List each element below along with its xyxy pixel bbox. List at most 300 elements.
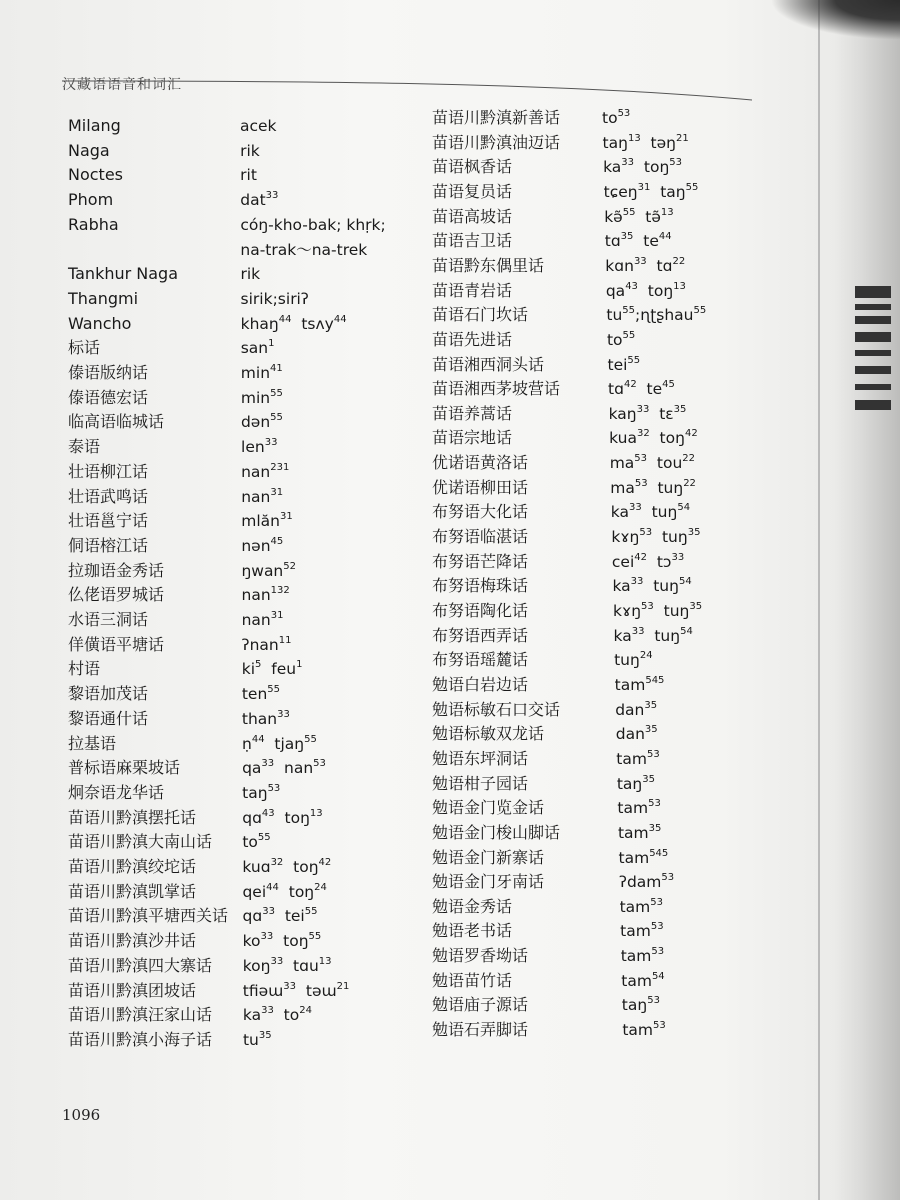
tone-superscript: 33 bbox=[277, 708, 290, 720]
tone-superscript: 33 bbox=[283, 980, 297, 992]
form-text: ki bbox=[241, 660, 256, 679]
form-text: ten bbox=[241, 685, 268, 704]
tone-superscript: 545 bbox=[649, 847, 669, 859]
language-name: 拉基语 bbox=[68, 733, 117, 753]
tone-superscript: 31 bbox=[637, 181, 651, 193]
tone-superscript: 132 bbox=[270, 585, 290, 597]
table-row bbox=[0, 229, 820, 253]
form-text: ka bbox=[242, 1006, 262, 1025]
form-text: tam bbox=[620, 922, 651, 941]
tone-superscript: 13 bbox=[673, 280, 686, 292]
word-form bbox=[615, 673, 665, 697]
word-form bbox=[620, 895, 663, 919]
tone-superscript: 52 bbox=[283, 560, 296, 572]
tone-superscript: 44 bbox=[658, 231, 672, 243]
language-name: 临高语临城话 bbox=[68, 412, 165, 432]
form-text: ma bbox=[610, 478, 635, 497]
word-form bbox=[613, 599, 702, 623]
language-name: 苗语川黔滇大南山话 bbox=[68, 832, 213, 852]
language-name: 勉语罗香坳话 bbox=[432, 946, 529, 966]
header-rule bbox=[62, 80, 752, 108]
form-text: to bbox=[602, 109, 618, 127]
language-name: 苗语黔东偶里话 bbox=[432, 255, 545, 275]
tone-superscript: 44 bbox=[251, 733, 265, 745]
language-name: 傣语版纳话 bbox=[68, 363, 149, 382]
word-form bbox=[606, 279, 686, 303]
form-text: tam bbox=[621, 971, 652, 990]
form-text: tam bbox=[618, 848, 650, 867]
word-form bbox=[610, 451, 695, 475]
language-name: 勉语柑子园话 bbox=[432, 773, 529, 793]
form-text: tu bbox=[606, 306, 623, 325]
language-name: 勉语金门梭山脚话 bbox=[432, 822, 561, 842]
language-name: 苗语川黔滇小海子话 bbox=[68, 1029, 213, 1049]
table-row bbox=[0, 772, 820, 796]
tone-superscript: 24 bbox=[299, 1005, 312, 1017]
form-text: ka bbox=[613, 626, 632, 645]
tone-superscript: 44 bbox=[266, 881, 279, 893]
word-form bbox=[610, 476, 696, 500]
form-text: na-trak～na-trek bbox=[240, 240, 368, 259]
tone-superscript: 53 bbox=[661, 872, 675, 884]
language-name: 苗语川黔滇新善话 bbox=[432, 108, 561, 127]
language-name: 标话 bbox=[68, 338, 101, 358]
word-form bbox=[617, 796, 660, 820]
word-form bbox=[616, 747, 659, 771]
form-text: min bbox=[240, 364, 271, 382]
language-name: 壮语武鸣话 bbox=[68, 486, 149, 506]
form-text: ʔnan bbox=[241, 635, 279, 654]
form-text: dat bbox=[240, 191, 266, 210]
form-text: toŋ bbox=[273, 932, 309, 951]
word-form bbox=[618, 821, 661, 845]
form-text: tɑ bbox=[646, 256, 673, 275]
tone-superscript: 53 bbox=[650, 896, 664, 908]
language-name: 布努语梅珠话 bbox=[432, 576, 529, 596]
tone-superscript: 55 bbox=[270, 412, 283, 424]
language-name: 苗语川黔滇团坡话 bbox=[68, 980, 197, 1000]
form-text: kaŋ bbox=[608, 404, 637, 423]
tone-superscript: 53 bbox=[639, 527, 653, 539]
word-form bbox=[606, 303, 706, 327]
tone-superscript: 22 bbox=[672, 255, 686, 267]
tone-superscript: 33 bbox=[264, 437, 278, 449]
tone-superscript: 54 bbox=[651, 970, 665, 982]
form-text: nan bbox=[274, 759, 314, 778]
word-form bbox=[605, 254, 685, 278]
form-text: tam bbox=[617, 799, 649, 818]
tone-superscript: 55 bbox=[622, 329, 636, 341]
language-name: 勉语白岩边话 bbox=[432, 674, 529, 694]
language-name: Phom bbox=[68, 190, 114, 210]
form-text: taŋ bbox=[242, 783, 268, 802]
tone-superscript: 33 bbox=[262, 906, 275, 918]
language-name: 苗语先进话 bbox=[432, 329, 513, 349]
language-name: 布努语芒降话 bbox=[432, 551, 529, 571]
form-text: len bbox=[241, 438, 265, 457]
table-row bbox=[0, 870, 820, 894]
form-text: tuŋ bbox=[614, 651, 640, 670]
tone-superscript: 45 bbox=[270, 535, 284, 547]
table-row bbox=[0, 279, 820, 303]
table-row bbox=[0, 402, 820, 426]
language-name: Milang bbox=[68, 116, 121, 135]
form-text: tam bbox=[616, 749, 647, 768]
language-name: Rabha bbox=[68, 214, 119, 234]
word-form bbox=[622, 1018, 665, 1042]
table-row bbox=[0, 944, 820, 968]
tone-superscript: 13 bbox=[627, 132, 641, 144]
tone-superscript: 55 bbox=[685, 181, 699, 193]
form-text: ko bbox=[242, 932, 261, 951]
form-text: tə̃ bbox=[635, 207, 661, 226]
form-text: toŋ bbox=[278, 882, 315, 901]
form-text: tfiəɯ bbox=[242, 981, 284, 1000]
form-text: toŋ bbox=[634, 158, 670, 177]
tone-superscript: 31 bbox=[270, 486, 284, 498]
form-text: rit bbox=[240, 166, 257, 185]
language-name: Wancho bbox=[68, 313, 132, 333]
tone-superscript: 42 bbox=[623, 379, 637, 391]
tone-superscript: 53 bbox=[634, 453, 648, 465]
tone-superscript: 53 bbox=[650, 921, 664, 933]
table-row bbox=[0, 1018, 820, 1042]
table-row bbox=[0, 180, 820, 204]
language-name: 优诺语柳田话 bbox=[432, 477, 529, 497]
form-text: qei bbox=[242, 882, 267, 901]
tone-superscript: 55 bbox=[267, 684, 280, 696]
tone-superscript: 54 bbox=[677, 502, 691, 514]
tone-superscript: 55 bbox=[627, 354, 641, 366]
tone-superscript: 35 bbox=[689, 601, 703, 612]
tone-superscript: 22 bbox=[682, 453, 696, 465]
table-row bbox=[0, 353, 820, 377]
form-text: tɕeŋ bbox=[603, 182, 638, 201]
form-text: toŋ bbox=[274, 808, 310, 827]
form-text: dən bbox=[240, 413, 271, 432]
language-name: 苗语石门坎话 bbox=[432, 305, 529, 325]
word-form bbox=[619, 846, 669, 870]
tone-superscript: 43 bbox=[261, 807, 275, 819]
form-text: ka bbox=[610, 503, 629, 522]
form-text: nan bbox=[241, 462, 271, 481]
language-name: 佯僙语平塘话 bbox=[68, 634, 165, 654]
form-text: tuŋ bbox=[641, 503, 678, 522]
form-text: taŋ bbox=[602, 133, 628, 152]
form-text: taŋ bbox=[621, 996, 648, 1015]
language-name: 勉语苗竹话 bbox=[432, 970, 513, 990]
language-name: 苗语川黔滇油迈话 bbox=[432, 132, 561, 152]
form-text: tam bbox=[617, 823, 649, 842]
form-text: tuŋ bbox=[652, 528, 688, 547]
tone-superscript: 53 bbox=[653, 1020, 666, 1032]
form-text: tɛ bbox=[649, 404, 674, 423]
form-text: acek bbox=[240, 117, 277, 135]
tone-superscript: 35 bbox=[644, 699, 658, 711]
language-name: 炯奈语龙华话 bbox=[68, 782, 165, 802]
word-form bbox=[612, 550, 684, 574]
language-name: 苗语枫香话 bbox=[432, 157, 513, 177]
form-text: ;ɳʈʂhau bbox=[635, 306, 694, 325]
word-form bbox=[622, 993, 660, 1017]
form-text: tɑ bbox=[604, 232, 621, 251]
table-row bbox=[0, 254, 820, 278]
language-name: 勉语金门览金话 bbox=[432, 798, 545, 818]
tone-superscript: 32 bbox=[270, 857, 284, 868]
form-text: tuŋ bbox=[643, 577, 679, 596]
language-name: 勉语老书话 bbox=[432, 921, 513, 941]
language-name: 勉语庙子源话 bbox=[432, 995, 529, 1015]
tone-superscript: 54 bbox=[680, 625, 693, 637]
form-text: ṇ bbox=[242, 734, 252, 753]
form-text: taŋ bbox=[616, 774, 643, 793]
tone-superscript: 55 bbox=[622, 305, 636, 317]
table-row bbox=[0, 205, 820, 229]
language-name: 苗语川黔滇平塘西关话 bbox=[68, 906, 229, 926]
word-form bbox=[620, 919, 663, 943]
language-name: 优诺语黄洛话 bbox=[432, 453, 529, 473]
language-name: 村语 bbox=[68, 659, 101, 679]
table-row bbox=[0, 451, 820, 475]
form-text: tou bbox=[647, 454, 683, 473]
form-text: tu bbox=[242, 1030, 259, 1049]
tone-superscript: 53 bbox=[313, 758, 326, 770]
form-text: tam bbox=[620, 947, 652, 966]
table-row bbox=[0, 747, 820, 771]
word-form bbox=[614, 624, 693, 648]
form-text: tɔ bbox=[647, 552, 672, 571]
language-name: 苗语养蒿话 bbox=[432, 403, 513, 423]
tone-superscript: 231 bbox=[270, 461, 290, 473]
table-row bbox=[0, 574, 820, 598]
table-row bbox=[0, 476, 820, 500]
table-row bbox=[0, 500, 820, 524]
tone-superscript: 55 bbox=[270, 387, 283, 399]
tone-superscript: 24 bbox=[639, 650, 653, 662]
tone-superscript: 44 bbox=[278, 313, 292, 325]
form-text: dan bbox=[615, 725, 645, 744]
language-name: 勉语金秀话 bbox=[432, 896, 513, 916]
word-form bbox=[603, 131, 689, 155]
language-name: 仫佬语罗城话 bbox=[68, 585, 165, 605]
form-text: rik bbox=[240, 265, 261, 284]
tone-superscript: 43 bbox=[625, 280, 638, 292]
language-name: 泰语 bbox=[68, 437, 101, 457]
word-form bbox=[612, 574, 691, 598]
language-name: 苗语吉卫话 bbox=[432, 231, 513, 251]
tone-superscript: 53 bbox=[669, 157, 683, 169]
word-form bbox=[611, 500, 690, 524]
form-text: tuŋ bbox=[653, 602, 690, 620]
table-row bbox=[0, 550, 820, 574]
language-name: 勉语标敏石口交话 bbox=[432, 699, 561, 719]
tone-superscript: 33 bbox=[629, 502, 642, 514]
tone-superscript: 53 bbox=[267, 782, 281, 794]
form-text: taŋ bbox=[650, 182, 686, 201]
tone-superscript: 13 bbox=[318, 955, 332, 967]
form-text: toŋ bbox=[649, 429, 685, 448]
form-text: cei bbox=[611, 552, 635, 571]
form-text: kɤŋ bbox=[611, 528, 640, 547]
tone-superscript: 55 bbox=[622, 206, 636, 218]
form-text: tɑ bbox=[608, 380, 624, 399]
form-text: khaŋ bbox=[240, 314, 279, 333]
tone-superscript: 42 bbox=[634, 551, 647, 563]
tone-superscript: 53 bbox=[647, 995, 660, 1007]
language-name: 黎语加茂话 bbox=[68, 684, 149, 704]
word-form bbox=[602, 106, 630, 130]
language-name: 苗语青岩话 bbox=[432, 280, 513, 300]
form-text: koŋ bbox=[242, 956, 271, 975]
form-text: tɑu bbox=[283, 956, 319, 975]
form-text: sirik;siriʔ bbox=[240, 289, 309, 308]
form-text: nan bbox=[241, 586, 271, 605]
form-text: te bbox=[633, 232, 659, 251]
language-name: 拉珈语金秀话 bbox=[68, 560, 165, 580]
word-form bbox=[616, 722, 658, 746]
form-text: te bbox=[636, 380, 663, 399]
form-text: min bbox=[240, 388, 271, 407]
tone-superscript: 35 bbox=[642, 773, 655, 785]
language-name: 勉语金门新寨话 bbox=[432, 847, 545, 867]
table-row bbox=[0, 796, 820, 820]
form-text: tam bbox=[622, 1021, 654, 1040]
language-name: 壮语柳江话 bbox=[68, 461, 149, 481]
tone-superscript: 31 bbox=[270, 610, 284, 621]
language-name: 布努语西弄话 bbox=[432, 625, 529, 645]
word-form bbox=[617, 772, 655, 796]
tone-superscript: 32 bbox=[636, 428, 650, 440]
form-text: nan bbox=[241, 487, 271, 506]
tone-superscript: 35 bbox=[620, 231, 634, 243]
form-text: cóŋ-kho-bak; khṛk; bbox=[240, 215, 386, 234]
tone-superscript: 5 bbox=[255, 659, 262, 671]
word-form bbox=[604, 205, 673, 229]
language-name: 壮语邕宁话 bbox=[68, 511, 149, 531]
language-name: 苗语川黔滇凯掌话 bbox=[68, 881, 197, 901]
tone-superscript: 55 bbox=[304, 906, 318, 918]
tone-superscript: 45 bbox=[662, 379, 675, 391]
word-form bbox=[614, 648, 652, 672]
language-name: 普标语麻栗坡话 bbox=[68, 758, 181, 778]
table-row bbox=[0, 919, 820, 943]
tone-superscript: 44 bbox=[333, 313, 347, 325]
language-name: 苗语高坡话 bbox=[432, 206, 513, 226]
language-name: 勉语石弄脚话 bbox=[432, 1020, 529, 1040]
tone-superscript: 24 bbox=[314, 881, 327, 893]
word-form bbox=[604, 180, 699, 204]
word-form bbox=[619, 870, 674, 894]
tone-superscript: 55 bbox=[257, 832, 271, 844]
language-name: 苗语川黔滇四大寨话 bbox=[68, 955, 213, 975]
tone-superscript: 53 bbox=[617, 108, 631, 119]
form-text: san bbox=[240, 339, 269, 358]
tone-superscript: 33 bbox=[631, 625, 645, 637]
language-name: 苗语川黔滇汪家山话 bbox=[68, 1005, 213, 1025]
tone-superscript: 53 bbox=[651, 946, 665, 958]
table-row bbox=[0, 599, 820, 623]
tone-superscript: 35 bbox=[687, 527, 701, 539]
word-form bbox=[621, 944, 664, 968]
tone-superscript: 33 bbox=[671, 551, 685, 563]
table-row bbox=[0, 624, 820, 648]
form-text: nən bbox=[241, 536, 271, 555]
language-name: 苗语复员话 bbox=[432, 181, 513, 201]
language-name: 勉语金门牙南话 bbox=[432, 872, 545, 892]
language-name: 苗语湘西洞头话 bbox=[432, 354, 545, 374]
table-row bbox=[0, 673, 820, 697]
book-spine-shadow bbox=[834, 0, 900, 1200]
corner-shadow bbox=[770, 0, 900, 40]
language-name: 苗语川黔滇沙井话 bbox=[68, 931, 197, 951]
form-text: ka bbox=[612, 577, 631, 596]
word-form bbox=[615, 698, 657, 722]
form-text: ŋwan bbox=[241, 561, 284, 580]
tone-superscript: 11 bbox=[278, 634, 292, 646]
tone-superscript: 33 bbox=[270, 955, 284, 967]
language-name: 水语三洞话 bbox=[68, 610, 149, 629]
tone-superscript: 41 bbox=[270, 363, 283, 374]
form-text: tam bbox=[614, 675, 646, 694]
tone-superscript: 35 bbox=[673, 403, 687, 415]
form-text: nan bbox=[241, 611, 271, 629]
word-form bbox=[603, 155, 682, 179]
language-name: 布努语大化话 bbox=[432, 502, 529, 522]
language-name: 苗语宗地话 bbox=[432, 428, 513, 448]
form-text: ma bbox=[609, 454, 635, 473]
form-text: tsʌy bbox=[291, 314, 334, 333]
word-form bbox=[621, 969, 664, 993]
form-text: to bbox=[273, 1006, 300, 1025]
form-text: kɑn bbox=[605, 256, 634, 275]
running-header: 汉藏语语音和词汇 bbox=[62, 77, 182, 93]
language-name: 苗语湘西茅坡营话 bbox=[432, 379, 561, 399]
tone-superscript: 53 bbox=[648, 798, 661, 810]
tone-superscript: 33 bbox=[633, 255, 647, 267]
table-row bbox=[0, 969, 820, 993]
tone-superscript: 33 bbox=[261, 758, 275, 770]
tone-superscript: 55 bbox=[308, 931, 322, 943]
language-name: 布努语瑶麓话 bbox=[432, 650, 529, 670]
tone-superscript: 13 bbox=[660, 206, 674, 218]
form-text: to bbox=[606, 330, 623, 349]
form-text: mlăn bbox=[241, 512, 280, 531]
form-text: tei bbox=[274, 907, 305, 926]
tone-superscript: 42 bbox=[318, 857, 332, 868]
table-row bbox=[0, 698, 820, 722]
language-name: 勉语标敏双龙话 bbox=[432, 724, 545, 744]
tone-superscript: 53 bbox=[634, 477, 648, 489]
form-text: tjaŋ bbox=[264, 734, 305, 753]
tone-superscript: 33 bbox=[260, 931, 274, 943]
form-text: ʔdam bbox=[619, 873, 662, 892]
form-text: tam bbox=[619, 897, 651, 916]
tone-superscript: 13 bbox=[309, 807, 323, 819]
table-row bbox=[0, 426, 820, 450]
word-form bbox=[608, 353, 641, 377]
tone-superscript: 35 bbox=[258, 1029, 272, 1041]
form-text: təɯ bbox=[296, 981, 337, 1000]
form-text: qa bbox=[605, 281, 626, 300]
language-name: Thangmi bbox=[68, 288, 139, 308]
tone-superscript: 35 bbox=[644, 724, 658, 736]
form-text: dan bbox=[615, 700, 645, 719]
word-form bbox=[609, 426, 698, 450]
word-form bbox=[608, 377, 675, 401]
form-text: ka bbox=[603, 158, 622, 177]
tone-superscript: 1 bbox=[296, 659, 303, 671]
tone-superscript: 54 bbox=[678, 576, 692, 588]
